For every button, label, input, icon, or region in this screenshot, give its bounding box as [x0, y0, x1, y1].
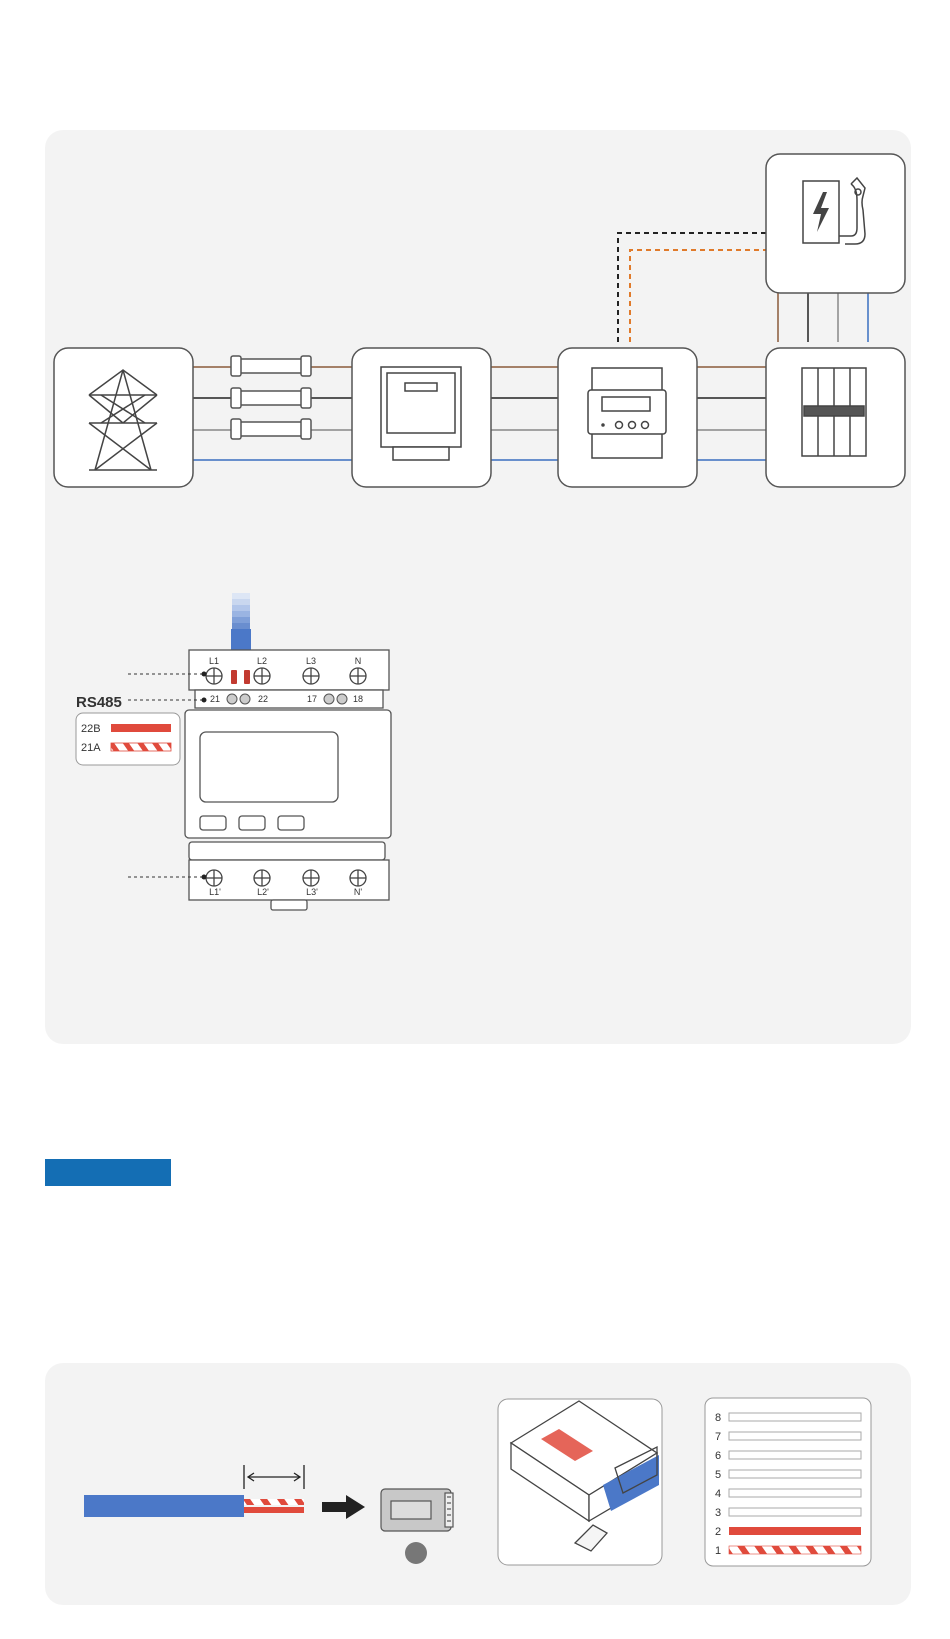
strip-length-indicator: [244, 1465, 304, 1489]
terminal-label-bottom: N': [353, 887, 363, 897]
legend-swatch-striped: [111, 743, 171, 751]
pin-slot: [729, 1451, 861, 1459]
tower-node: [54, 348, 193, 487]
rs485-terminal-label: 22: [257, 694, 269, 704]
meter-lower-lip: [189, 842, 385, 860]
wiring-diagram-panel: [45, 130, 911, 1044]
ev-charger-node: [766, 154, 905, 293]
pin-slot: [729, 1413, 861, 1421]
connector-detail: [498, 1399, 662, 1565]
pin-number: 7: [715, 1431, 722, 1443]
terminal-label-top: N: [354, 656, 362, 666]
pin-slot: [729, 1489, 861, 1497]
meter-key: [239, 816, 265, 830]
step-marker: [405, 1542, 427, 1564]
cable-prep-svg: [45, 1363, 911, 1605]
pin-slot-striped: [729, 1546, 861, 1554]
legend-label-22b: 22B: [81, 723, 101, 735]
pinout-detail: [705, 1398, 871, 1566]
stripped-cable: [84, 1495, 304, 1517]
wiring-diagram-svg: [45, 130, 911, 1044]
pin-number: 1: [715, 1545, 722, 1557]
section-bar: [45, 1159, 171, 1186]
pin-number: 6: [715, 1450, 722, 1462]
rj45-plug-icon: [381, 1489, 453, 1531]
breaker-icon: [802, 368, 866, 456]
terminal-label-top: L1: [208, 656, 220, 666]
pin-number: 8: [715, 1412, 722, 1424]
pin-number: 2: [715, 1526, 722, 1538]
terminal-label-bottom: L2': [257, 887, 269, 897]
communication-lines: [618, 233, 767, 342]
arrow-right-icon: [322, 1495, 365, 1519]
rs485-label: RS485: [76, 694, 122, 711]
terminal-label-top: L3: [305, 656, 317, 666]
rs485-legend: [76, 713, 180, 765]
meter-display: [200, 732, 338, 802]
pin-number: 4: [715, 1488, 722, 1500]
pin-number: 3: [715, 1507, 722, 1519]
din-meter-icon: [588, 368, 666, 458]
terminal-label-bottom: L1': [209, 887, 221, 897]
pin-slot: [729, 1432, 861, 1440]
legend-label-21a: 21A: [81, 742, 101, 754]
rs485-terminal-label: 17: [306, 694, 318, 704]
meter-detail: [76, 593, 391, 910]
fuse-icon: [231, 356, 311, 439]
pin-slot: [729, 1470, 861, 1478]
ev-feed-lines: [778, 290, 868, 342]
pin-slot-solid: [729, 1527, 861, 1535]
meter-key: [278, 816, 304, 830]
pin-slot: [729, 1508, 861, 1516]
din-clip: [271, 900, 307, 910]
cable-prep-panel: [45, 1363, 911, 1605]
pin-number: 5: [715, 1469, 722, 1481]
rs485-terminal-label: 18: [352, 694, 364, 704]
rs485-terminal-label: 21: [209, 694, 221, 704]
legend-swatch-solid: [111, 724, 171, 732]
terminal-label-top: L2: [256, 656, 268, 666]
terminal-label-bottom: L3': [306, 887, 318, 897]
meter-key: [200, 816, 226, 830]
meter-icon: [381, 367, 461, 460]
